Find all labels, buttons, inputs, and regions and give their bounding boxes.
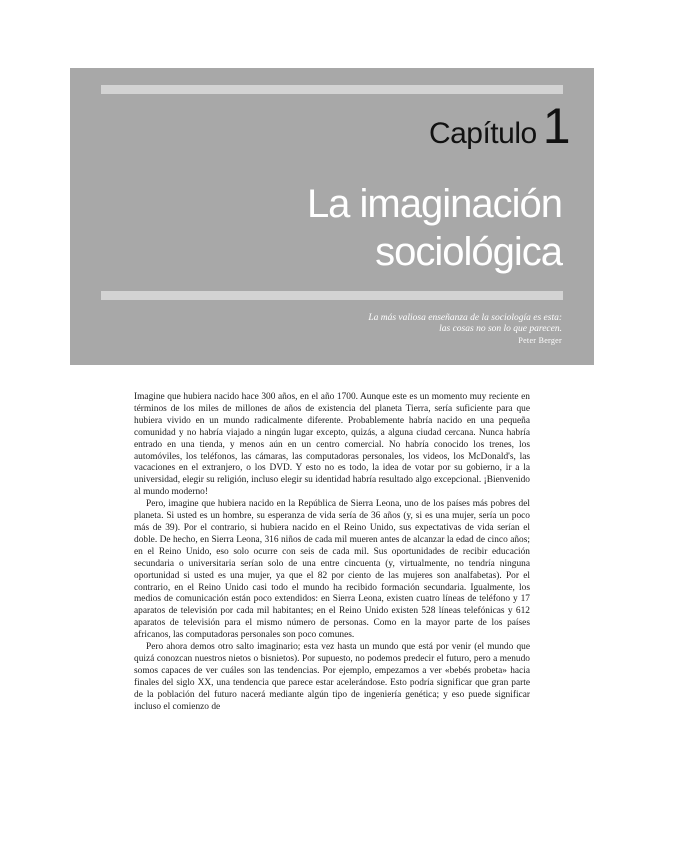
epigraph bbox=[368, 313, 562, 346]
epigraph-line2: las cosas no son lo que parecen. bbox=[439, 324, 562, 334]
chapter-title-line1: La imaginación bbox=[306, 182, 562, 226]
chapter-title bbox=[307, 180, 562, 276]
paragraph-2: Pero, imagine que hubiera nacido en la República de Sierra Leona, uno de los países más pobres del planeta. Si usted es un hombre, su esperanza de vida sería de 36 años (y, si es una mujer, sería un poco más de 39). Por el contrario, si hubiera nacido en el Reino Unido, sus expectativas de vida serían el doble. De hecho, en Sierra Leona, 316 niños de cada mil mueren antes de alcanzar la edad de cinco años; en el Reino Unido, eso solo ocurre con seis de cada mil. Sus oportunidades de recibir educación secundaria o universitaria serían solo de una entre cincuenta (y, virtualmente, no tendría ninguna oportunidad si usted es una mujer, ya que el 82 por ciento de las mujeres son analfabetas). Por el contrario, en el Reino Unido casi todo el mundo ha recibido formación secundaria. Igualmente, los medios de comunicación están poco extendidos: en Sierra Leona, existen cuatro líneas de teléfono y 17 aparatos de televisión por cada mil habitantes; en el Reino Unido existen 528 líneas telefónicas y 612 aparatos de televisión para el mismo número de personas. Como en la mayor parte de los países africanos, las computadoras personales son poco comunes. bbox=[134, 499, 530, 641]
chapter-number: 1 bbox=[542, 98, 570, 154]
chapter-heading bbox=[428, 98, 570, 154]
chapter-word: Capítulo bbox=[428, 117, 537, 150]
paragraph-1: Imagine que hubiera nacido hace 300 años, en el año 1700. Aunque este es un momento muy reciente en términos de los miles de millones de años de existencia del planeta Tierra, sería suficiente para que hubiera vivido en un mundo radicalmente diferente. Probablemente habría nacido en una pequeña comunidad y no habría viajado a ningún lugar excepto, quizás, a alguna ciudad cercana. Nunca habría entrado en una tienda, y menos aún en un centro comercial. No habría conocido los trenes, los automóviles, los teléfonos, las cámaras, las computadoras personales, los videos, los McDonald's, las vacaciones en el extranjero, o los DVD. Y esto no es todo, la idea de votar por su gobierno, ir a la universidad, elegir su religión, incluso elegir su identidad habría resultado algo excepcional. ¡Bienvenido al mundo moderno! bbox=[134, 392, 530, 498]
body-text bbox=[134, 392, 530, 713]
chapter-title-line2: sociológica bbox=[375, 230, 562, 274]
bottom-rule bbox=[101, 291, 563, 300]
paragraph-3: Pero ahora demos otro salto imaginario; esta vez hasta un mundo que está por venir (el mundo que quizá conozcan nuestros nietos o bisnietos). Por supuesto, no podemos predecir el futuro, pero a menudo somos capaces de ver cuáles son las tendencias. Por ejemplo, empezamos a ver «bebés probeta» hacia finales del siglo XX, una tendencia que parece estar acelerándose. Esto podría significar que gran parte de la población del futuro nacerá mediante algún tipo de ingeniería genética; y eso puede significar incluso el comienzo de bbox=[134, 642, 530, 712]
epigraph-line1: La más valiosa enseñanza de la sociología es esta: bbox=[368, 313, 562, 323]
chapter-banner bbox=[70, 68, 594, 365]
top-rule bbox=[101, 85, 563, 94]
epigraph-author: Peter Berger bbox=[518, 336, 562, 345]
